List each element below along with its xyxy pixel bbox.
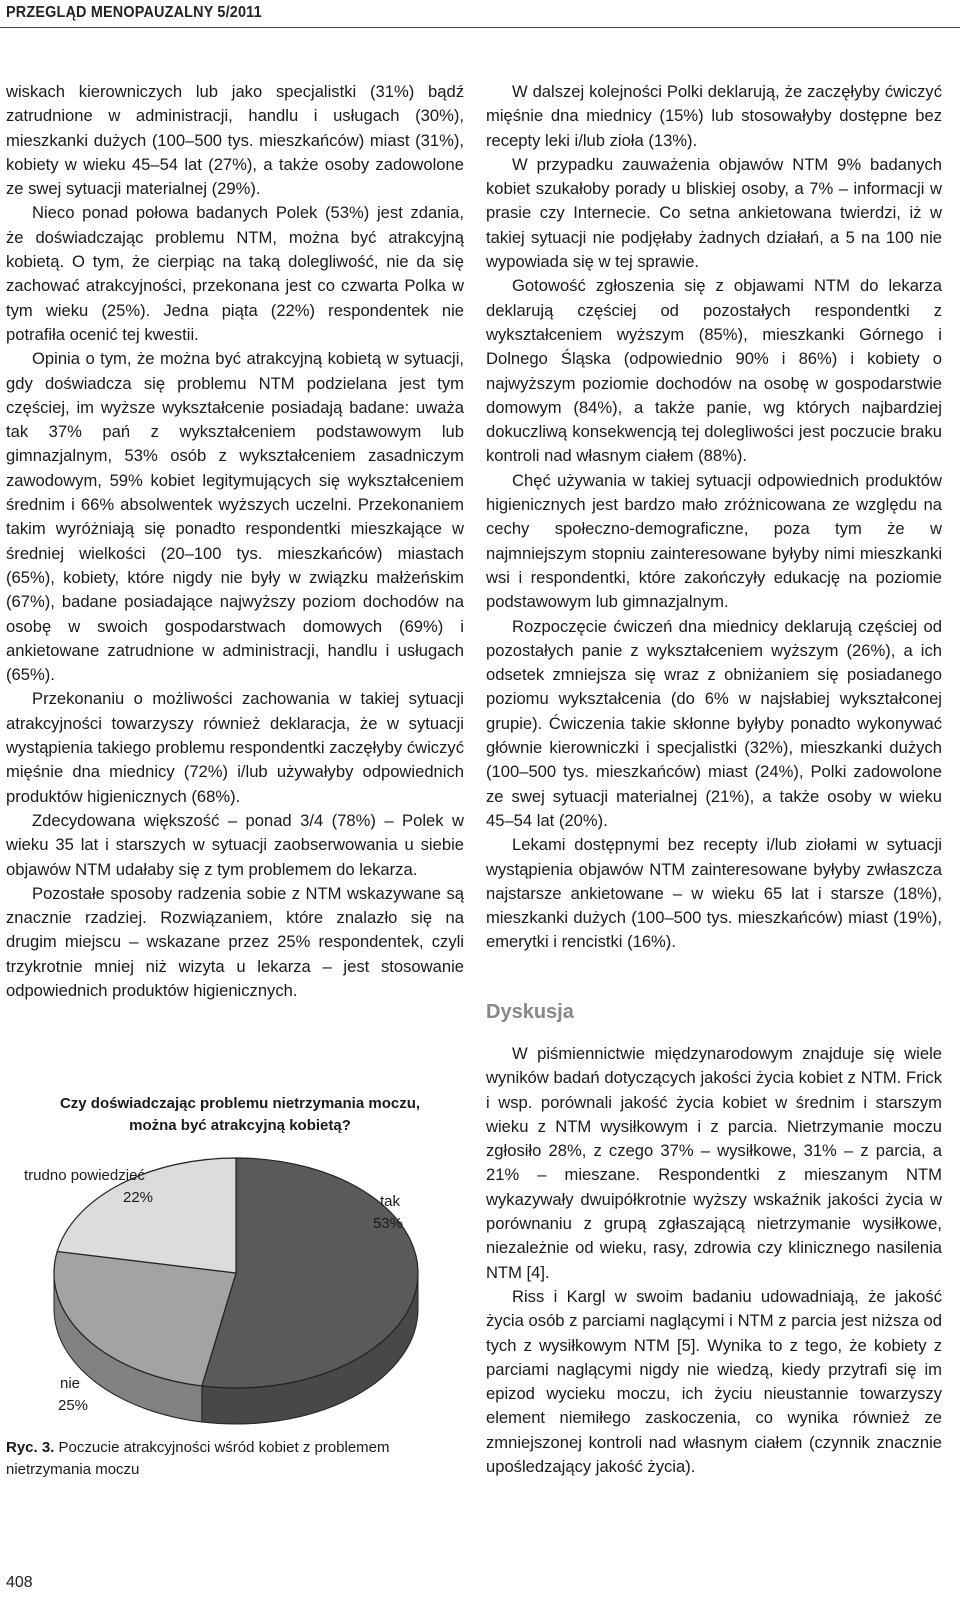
pie-label-tak: tak	[380, 1193, 401, 1210]
pie-value-nie: 25%	[58, 1397, 89, 1414]
paragraph: Chęć używania w takiej sytuacji odpowiednich produktów higienicznych jest bardzo mało zróżnicowana ze względu na cechy społeczno-demograficzne, poza tym że w najmniejszym stopniu zainteresowane byłyby nimi mieszkanki wsi i respondentki, które zakończyły edukację na poziomie podstawowym lub gimnazjalnym.	[486, 470, 942, 612]
figure-caption	[6, 1437, 462, 1481]
paragraph: W przypadku zauważenia objawów NTM 9% badanych kobiet szukałoby porady u bliskiej osoby, a 7% – informacji w prasie czy Internecie. Co setna ankietowana twierdzi, iż w takiej sytuacji nie podjęłaby żadnych działań, a 5 na 100 nie wypowiada się w tej sprawie.	[486, 154, 942, 272]
right-column	[486, 80, 942, 1479]
chart-title-line-1: Czy doświadczając problemu nietrzymania moczu,	[59, 1095, 421, 1112]
paragraph: Lekami dostępnymi bez recepty i/lub ziołami w sytuacji wystąpienia objawów NTM zainteresowane byłyby zwłaszcza najstarsze ankietowane – w wieku 65 lat i starsze (18%), mieszkanki dużych (100–500 tys. mieszkańców) miast (19%), emerytki i rencistki (16%).	[486, 835, 942, 952]
page-header	[0, 0, 960, 30]
left-column	[6, 80, 464, 1003]
figure-pie-chart	[10, 1088, 460, 1458]
page-number: 408	[6, 1574, 33, 1591]
section-heading-dyskusja: Dyskusja	[486, 1000, 574, 1023]
paragraph: W dalszej kolejności Polki deklarują, że zaczęłyby ćwiczyć mięśnie dna miednicy (15%) lub stosowałyby dostępne bez recepty leki i/lub zioła (13%).	[486, 82, 942, 150]
pie-label-trudno-powiedzieć: trudno powiedzieć	[24, 1167, 145, 1184]
pie-label-nie: nie	[60, 1375, 81, 1392]
paragraph: Nieco ponad połowa badanych Polek (53%) jest zdania, że doświadczając problemu NTM, można być atrakcyjną kobietą. O tym, że cierpiąc na taką dolegliwość, nie da się zachować atrakcyjności, przekonana jest co czwarta Polka w tym wieku (25%). Jedna piąta (22%) respondentek nie potrafiła ocenić tej kwestii.	[6, 203, 464, 344]
pie-value-tak: 53%	[373, 1215, 404, 1232]
paragraph: Opinia o tym, że można być atrakcyjną kobietą w sytuacji, gdy doświadcza się problemu NTM podzielana jest tym częściej, im wyższe wykształcenie posiadają badane: uważa tak 37% pań z wykształceniem podstawowym lub gimnazjalnym, 53% osób z wykształceniem zasadniczym zawodowym, 59% kobiet legitymujących się wykształceniem średnim i 66% absolwentek wyższych uczelni. Przekonaniem takim wyróżniają się ponadto respondentki mieszkające w średniej wielkości (20–100 tys. mieszkańców) miastach (65%), kobiety, które nigdy nie były w związku małżeńskim (67%), badane posiadające najwyższy poziom dochodów na osobę w swoich gospodarstwach domowych (69%) i ankietowane zatrudnione w administracji, handlu i usługach (65%).	[6, 349, 464, 685]
pie-chart-svg	[10, 1088, 460, 1428]
pie-value-trudno-powiedzieć: 22%	[123, 1189, 154, 1206]
header-rule	[0, 27, 960, 28]
paragraph: wiskach kierowniczych lub jako specjalistki (31%) bądź zatrudnione w administracji, handlu i usługach (30%), mieszkanki dużych (100–500 tys. mieszkańców) miast (31%), kobiety w wieku 45–54 lat (27%), a także osoby zadowolone ze swej sytuacji materialnej (29%).	[6, 82, 464, 199]
journal-title: PRZEGLĄD MENOPAUZALNY 5/2011	[6, 4, 262, 21]
paragraph: Rozpoczęcie ćwiczeń dna miednicy deklarują częściej od pozostałych panie z wykształceniem wyższym (26%), a ich odsetek zmniejsza się wraz z obniżaniem się posiadanego poziomu wykształcenia (do 6% w najsłabiej wykształconej grupie). Ćwiczenia takie skłonne byłyby ponadto wykonywać głównie kierowniczki i specjalistki (32%), mieszkanki dużych (100–500 tys. mieszkańców) miast (24%), Polki zadowolone ze swej sytuacji materialnej (21%), a także osoby w wieku 45–54 lat (20%).	[486, 616, 942, 830]
paragraph: Zdecydowana większość – ponad 3/4 (78%) – Polek w wieku 35 lat i starszych w sytuacji zaobserwowania u siebie objawów NTM udałaby się z tym problemem do lekarza.	[6, 810, 464, 879]
chart-title-line-2: można być atrakcyjną kobietą?	[129, 1117, 351, 1134]
chart-title	[50, 1093, 430, 1137]
caption-text: Poczucie atrakcyjności wśród kobiet z problemem nietrzymania moczu	[6, 1439, 390, 1478]
caption-label: Ryc. 3.	[6, 1439, 55, 1456]
paragraph: Gotowość zgłoszenia się z objawami NTM do lekarza deklarują częściej od pozostałych respondentki z wykształceniem wyższym (85%), mieszkanki Górnego i Dolnego Śląska (odpowiednio 90% i 86%) i kobiety o najwyższym poziomie dochodów na osobę w gospodarstwie domowym (84%), a także panie, wg których najbardziej dokuczliwą konsekwencją tej dolegliwości jest poczucie braku kontroli nad własnym ciałem (88%).	[486, 276, 942, 466]
paragraph: Przekonaniu o możliwości zachowania w takiej sytuacji atrakcyjności towarzyszy również deklaracja, że w sytuacji wystąpienia takiego problemu respondentki zaczęłyby ćwiczyć mięśnie dna miednicy (72%) i/lub używałyby odpowiednich produktów higienicznych (68%).	[6, 689, 464, 806]
paragraph: Pozostałe sposoby radzenia sobie z NTM wskazywane są znacznie rzadziej. Rozwiązaniem, które znalazło się na drugim miejscu – wskazane przez 25% respondentek, czyli trzykrotnie mniej niż wizyta u lekarza – jest stosowanie odpowiednich produktów higienicznych.	[6, 883, 464, 1000]
paragraph: Riss i Kargl w swoim badaniu udowadniają, że jakość życia osób z parciami naglącymi i NTM z parcia jest niższa od tych z wysiłkowym NTM [5]. Wynika to z tego, że kobiety z parciami naglącymi nigdy nie wiedzą, kiedy przytrafi się im epizod wycieku moczu, ich życiu nieustannie towarzyszy element niemiłego zaskoczenia, co wynika również ze zmniejszonej kontroli nad własnym ciałem (czynnik znacznie upośledzający jakość życia).	[486, 1286, 942, 1477]
paragraph: W piśmiennictwie międzynarodowym znajduje się wiele wyników badań dotyczących jakości życia kobiet z NTM. Frick i wsp. porównali jakość życia kobiet w średnim i starszym wieku z NTM wysiłkowym i z parcia. Nietrzymanie moczu zgłosiło 28%, z czego 37% – wysiłkowe, 31% – z parcia, a 21% – mieszane. Respondentki z mieszanym NTM wykazywały dwuipółkrotnie wyższy wskaźnik jakości życia w porównaniu z grupą zgłaszającą nietrzymanie wysiłkowe, niezależnie od wieku, rasy, zdrowia czy klinicznego nasilenia NTM [4].	[486, 1043, 942, 1282]
